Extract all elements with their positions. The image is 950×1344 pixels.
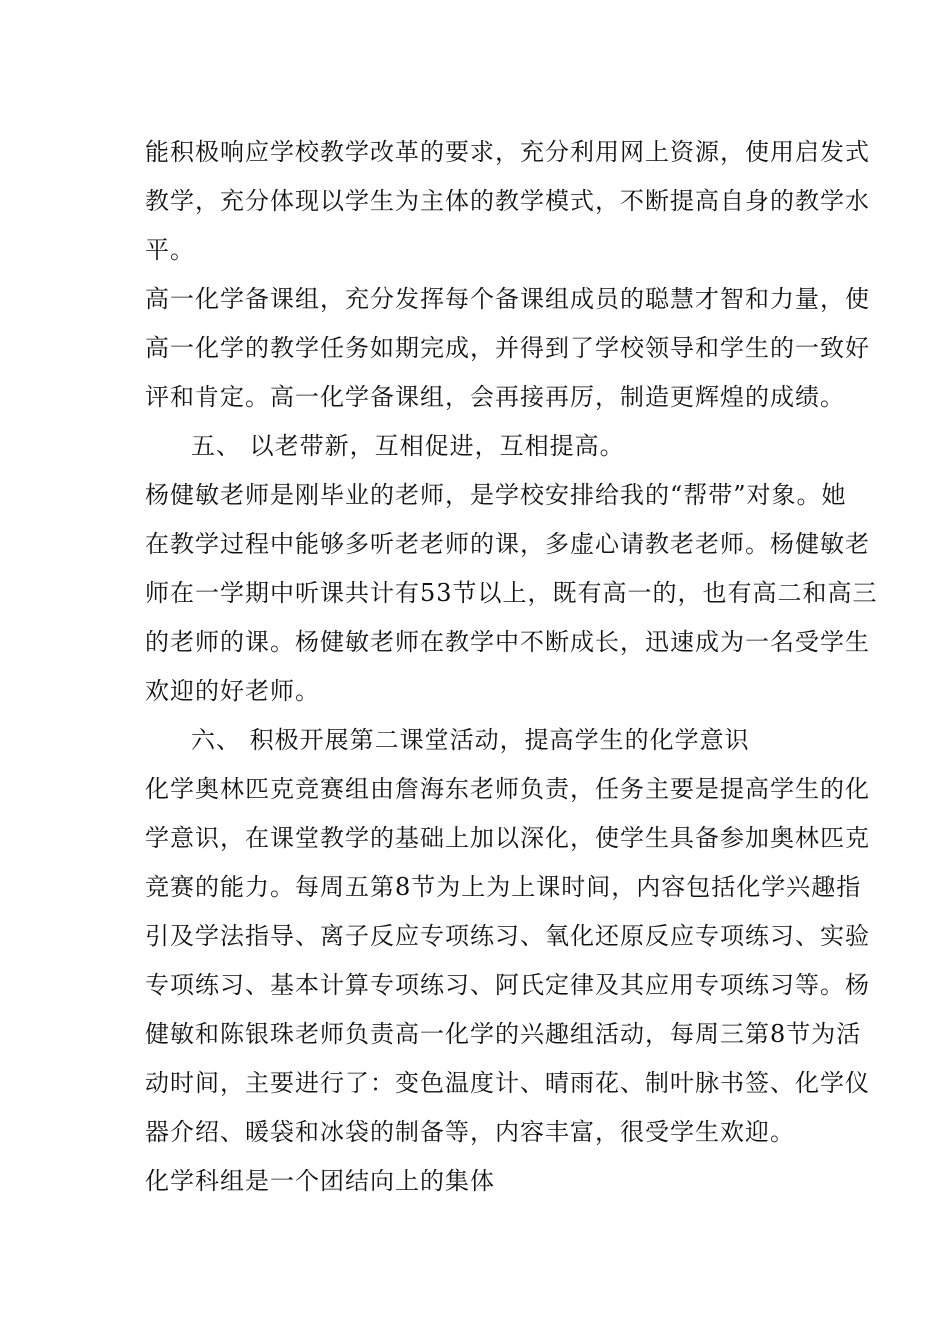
paragraph-line: 在教学过程中能够多听老老师的课，多虚心请教老老师。杨健敏老 (145, 530, 870, 558)
paragraph-line: 化学科组是一个团结向上的集体 (145, 1167, 495, 1195)
paragraph-line: 引及学法指导、离子反应专项练习、氧化还原反应专项练习、实验 (145, 922, 870, 950)
paragraph-line: 动时间，主要进行了：变色温度计、晴雨花、制叶脉书签、化学仪 (145, 1069, 870, 1097)
paragraph-line: 师在一学期中听课共计有53节以上，既有高一的，也有高二和高三 (145, 579, 878, 607)
paragraph-line: 专项练习、基本计算专项练习、阿氏定律及其应用专项练习等。杨 (145, 971, 870, 999)
section-heading-six: 六、 积极开展第二课堂活动，提高学生的化学意识 (191, 726, 750, 754)
paragraph-line: 平。 (145, 236, 195, 264)
paragraph-line: 杨健敏老师是刚毕业的老师，是学校安排给我的“帮带”对象。她 (145, 481, 847, 509)
paragraph-line: 教学，充分体现以学生为主体的教学模式，不断提高自身的教学水 (145, 187, 870, 215)
paragraph-line: 竞赛的能力。每周五第8节为上为上课时间，内容包括化学兴趣指 (145, 873, 862, 901)
paragraph-line: 评和肯定。高一化学备课组，会再接再厉，制造更辉煌的成绩。 (145, 383, 845, 411)
paragraph-line: 高一化学备课组，充分发挥每个备课组成员的聪慧才智和力量，使 (145, 285, 870, 313)
paragraph-line: 健敏和陈银珠老师负责高一化学的兴趣组活动，每周三第8节为活 (145, 1020, 862, 1048)
paragraph-line: 化学奥林匹克竞赛组由詹海东老师负责，任务主要是提高学生的化 (145, 775, 870, 803)
paragraph-line: 学意识，在课堂教学的基础上加以深化，使学生具备参加奥林匹克 (145, 824, 870, 852)
paragraph-line: 器介绍、暖袋和冰袋的制备等，内容丰富，很受学生欢迎。 (145, 1118, 795, 1146)
paragraph-line: 能积极响应学校教学改革的要求，充分利用网上资源，使用启发式 (145, 138, 870, 166)
section-heading-five: 五、 以老带新，互相促进，互相提高。 (191, 432, 625, 460)
paragraph-line: 欢迎的好老师。 (145, 677, 320, 705)
paragraph-line: 高一化学的教学任务如期完成，并得到了学校领导和学生的一致好 (145, 334, 870, 362)
paragraph-line: 的老师的课。杨健敏老师在教学中不断成长，迅速成为一名受学生 (145, 628, 870, 656)
